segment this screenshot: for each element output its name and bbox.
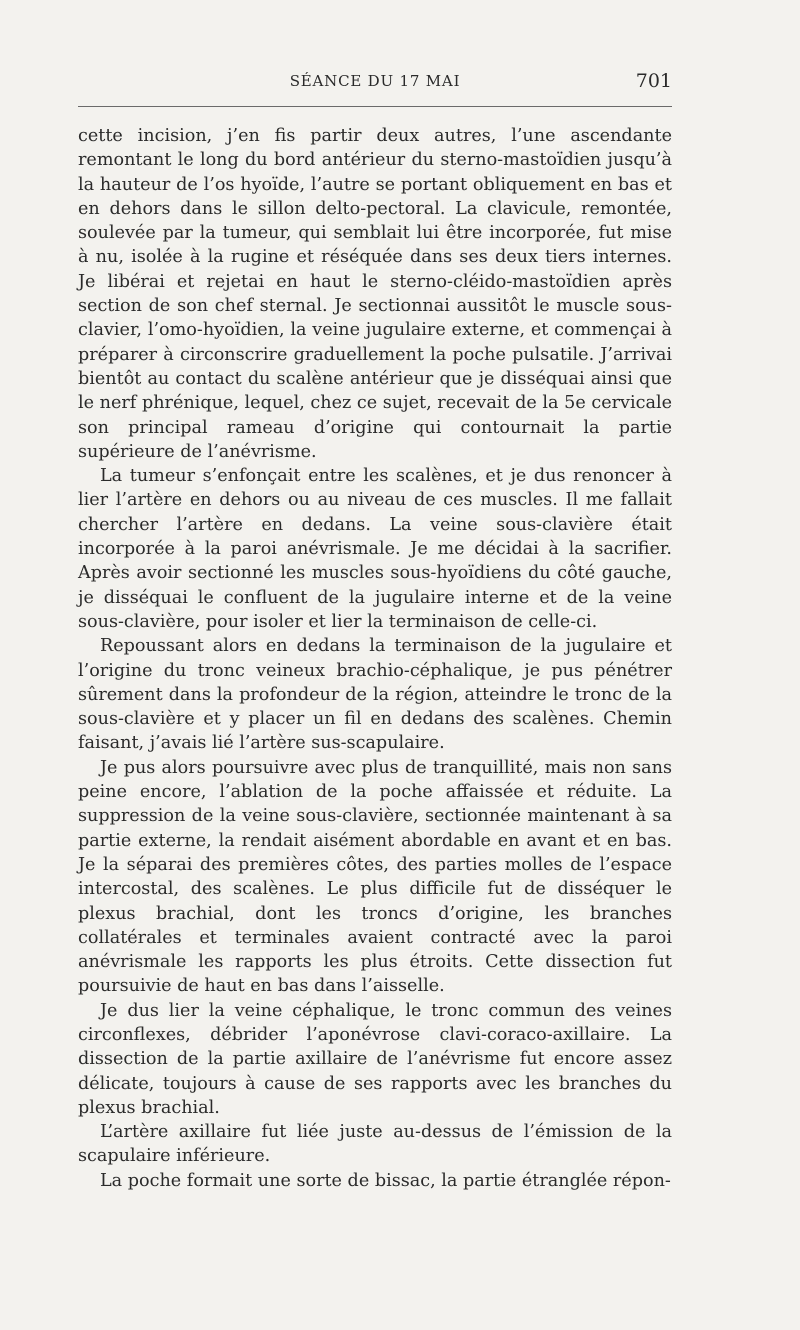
paragraph-2: La tumeur s’enfonçait entre les scalènes, et je dus renoncer à lier l’artère en dehors ou au niveau de ces muscles. Il me fallait chercher l’artère en dedans. La veine sous-clavière était incorporée à la paroi anévrismale. Je me décidai à la sacrifier. Après avoir sectionné les muscles sous-hyoïdiens du côté gauche, je disséquai le confluent de la jugulaire interne et de la veine sous-clavière, pour isoler et lier la terminaison de celle-ci. (78, 466, 672, 632)
body-text (78, 124, 672, 1193)
running-title: SÉANCE DU 17 MAI (289, 72, 461, 90)
paragraph-7: La poche formait une sorte de bissac, la partie étranglée répon- (100, 1170, 671, 1191)
paragraph-4: Je pus alors poursuivre avec plus de tranquillité, mais non sans peine encore, l’ablation de la poche affaissée et réduite. La suppression de la veine sous-clavière, sectionnée maintenant à sa partie externe, la rendait aisément abordable en avant et en bas. Je la séparai des premières côtes, des parties molles de l’espace intercostal, des scalènes. Le plus difficile fut de disséquer le plexus brachial, dont les troncs d’origine, les branches collatérales et terminales avaient contracté avec la paroi anévrismale les rapports les plus étroits. Cette dissection fut poursuivie de haut en bas dans l’aisselle. (78, 757, 672, 997)
paragraph-5: Je dus lier la veine céphalique, le tronc commun des veines circonflexes, débrider l’aponévrose clavi-coraco-axillaire. La dissection de la partie axillaire de l’anévrisme fut encore assez délicate, toujours à cause de ses rapports avec les branches du plexus brachial. (78, 1000, 672, 1118)
running-head (78, 70, 672, 100)
header-rule (78, 106, 672, 107)
paragraph-1: cette incision, j’en fis partir deux autres, l’une ascendante remontant le long du bord antérieur du sterno-mastoïdien jusqu’à la hauteur de l’os hyoïde, l’autre se portant obliquement en bas et en dehors dans le sillon delto-pectoral. La clavicule, remontée, soulevée par la tumeur, qui semblait lui être incorporée, fut mise à nu, isolée à la rugine et réséquée dans ses deux tiers internes. Je libérai et rejetai en haut le sterno-cléido-mastoïdien après section de son chef sternal. Je sectionnai aussitôt le muscle sous-clavier, l’omo-hyoïdien, la veine jugulaire externe, et commençai à préparer à circonscrire graduellement la poche pulsatile. J’arrivai bientôt au contact du scalène antérieur que je disséquai ainsi que le nerf phrénique, lequel, chez ce sujet, recevait de la 5e cervicale son principal rameau d’origine qui contournait la partie supérieure de l’anévrisme. (78, 126, 672, 462)
paragraph-6: L’artère axillaire fut liée juste au-dessus de l’émission de la scapulaire inférieure. (78, 1122, 672, 1167)
page-number: 701 (635, 70, 672, 92)
paragraph-3: Repoussant alors en dedans la terminaison de la jugulaire et l’origine du tronc veineux brachio-céphalique, je pus pénétrer sûrement dans la profondeur de la région, atteindre le tronc de la sous-clavière et y placer un fil en dedans des scalènes. Chemin faisant, j’avais lié l’artère sus-scapulaire. (78, 636, 672, 754)
